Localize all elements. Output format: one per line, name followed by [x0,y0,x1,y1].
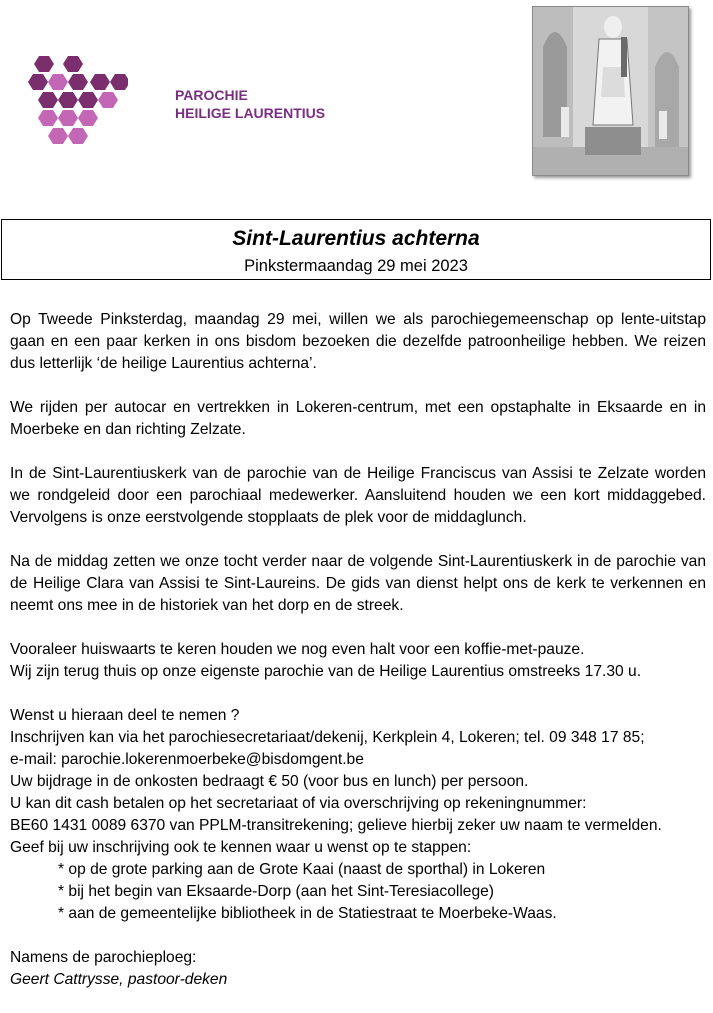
saint-statue-photo [532,6,689,176]
logo-hex [90,74,110,90]
text-line: Vooraleer huiswaarts te keren houden we nog even halt voor een koffie-met-pauze. [10,641,585,658]
logo-hex [63,56,83,72]
paragraph: Op Tweede Pinksterdag, maandag 29 mei, willen we als parochiegemeenschap op lente-uitstap gaan en een paar kerken in ons bisdom bezoeken die dezelfde patroonheilige hebben. We reizen dus letterlijk ‘de heilige Laurentius achterna’. [10,311,706,372]
title-box [1,219,711,280]
page-subtitle: Pinkstermaandag 29 mei 2023 [244,257,468,275]
logo-hex [38,110,58,126]
parish-name [175,86,325,122]
stop-item: * aan de gemeentelijke bibliotheek in de Statiestraat te Moerbeke-Waas. [58,905,557,922]
text-line: BE60 1431 0089 6370 van PPLM-transitrekening; gelieve hierbij zeker uw naam te vermelden. [10,817,662,834]
text-line: U kan dit cash betalen op het secretariaat of via overschrijving op rekeningnummer: [10,795,587,812]
return-section [10,639,706,683]
signoff-section [10,947,706,991]
logo-hex [78,110,98,126]
logo-hex [58,110,78,126]
registration-section [10,705,706,925]
letter-body [10,309,706,991]
text-line: Wij zijn terug thuis op onze eigenste parochie van de Heilige Laurentius omstreeks 17.30 u. [10,663,642,680]
logo-hexagons [28,56,128,144]
parish-logo [28,56,128,148]
paragraph: Na de middag zetten we onze tocht verder naar de volgende Sint-Laurentiuskerk in de parochie van de Heilige Clara van Assisi te Sint-Laureins. De gids van dienst helpt ons de kerk te verkennen en neemt ons mee in de historiek van het dorp en de streek. [10,553,706,614]
logo-hex [68,128,88,144]
text-line: Wenst u hieraan deel te nemen ? [10,707,240,724]
org-line-1: PAROCHIE [175,87,248,103]
logo-hex [34,56,54,72]
text-line: Uw bijdrage in de onkosten bedraagt € 50 (voor bus en lunch) per persoon. [10,773,529,790]
signature: Geert Cattrysse, pastoor-deken [10,971,228,988]
stop-item: * bij het begin van Eksaarde-Dorp (aan het Sint-Teresiacollege) [58,883,494,900]
stop-item: * op de grote parking aan de Grote Kaai (naast de sporthal) in Lokeren [58,861,546,878]
email-line: e-mail: parochie.lokerenmoerbeke@bisdomgent.be [10,751,364,768]
logo-hex [48,128,68,144]
logo-hex [38,92,58,108]
logo-hex [78,92,98,108]
text-line: Geef bij uw inschrijving ook te kennen waar u wenst op te stappen: [10,839,472,856]
org-line-2: HEILIGE LAURENTIUS [175,105,326,121]
paragraph: In de Sint-Laurentiuskerk van de parochie van de Heilige Franciscus van Assisi te Zelzate worden we rondgeleid door een parochiaal medewerker. Aansluitend houden we een kort middaggebed. Vervolgens is onze eerstvolgende stopplaats de plek voor de middaglunch. [10,465,706,526]
logo-hex [48,74,68,90]
logo-hex [98,92,118,108]
logo-hex [58,92,78,108]
signoff: Namens de parochieploeg: [10,949,197,966]
logo-hex [110,74,128,90]
page-title: Sint-Laurentius achterna [232,227,480,250]
logo-hex [68,74,88,90]
paragraph: We rijden per autocar en vertrekken in Lokeren-centrum, met een opstaphalte in Eksaarde en in Moerbeke en dan richting Zelzate. [10,399,706,438]
text-line: Inschrijven kan via het parochiesecretariaat/dekenij, Kerkplein 4, Lokeren; tel. 09 348 17 85; [10,729,645,746]
logo-hex [28,74,48,90]
